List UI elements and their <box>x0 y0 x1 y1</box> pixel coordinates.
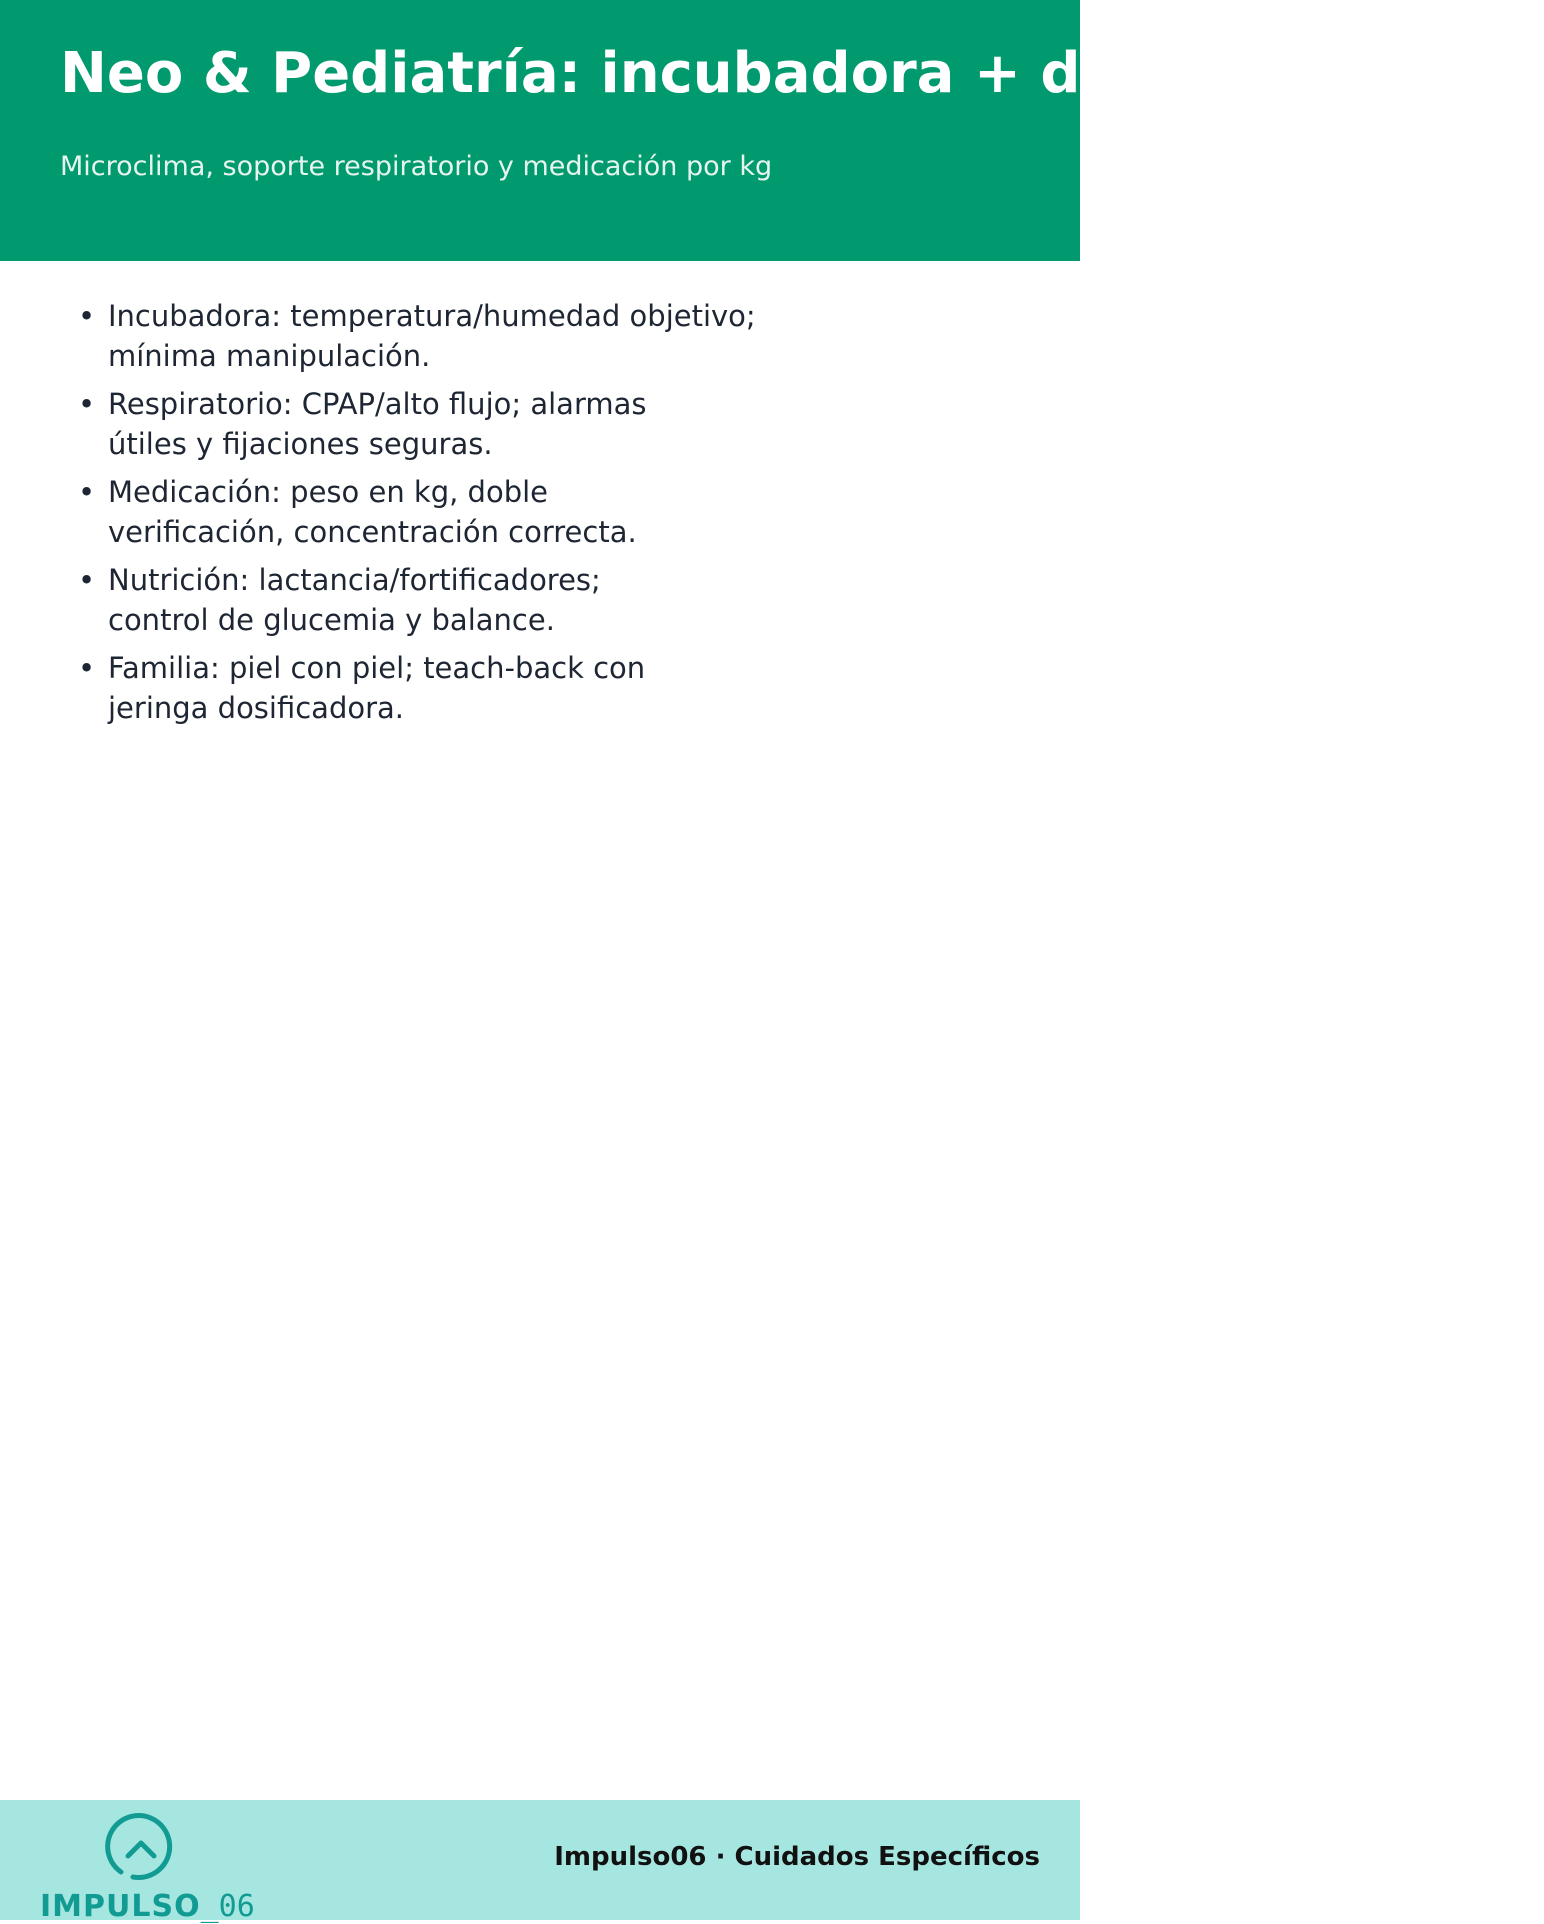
bullet-marker: • <box>78 651 96 685</box>
bullet-item <box>78 296 838 376</box>
bullet-marker: • <box>78 387 96 421</box>
brand-wordmark <box>40 1889 255 1924</box>
footer-caption: Impulso06 · Cuidados Específicos <box>554 1842 1040 1872</box>
brand-name: IMPULSO <box>40 1889 201 1924</box>
bullet-item <box>78 560 838 640</box>
bullet-text: Medicación: peso en kg, doble verificación, concentración correcta. <box>108 475 637 549</box>
page-title: Neo & Pediatría: incubadora + dosis pediátrica <box>60 41 1544 106</box>
bullet-list <box>78 296 838 736</box>
bullet-text: Nutrición: lactancia/fortificadores; control de glucemia y balance. <box>108 563 601 637</box>
bullet-marker: • <box>78 475 96 509</box>
bullet-item <box>78 472 838 552</box>
bullet-text: Incubadora: temperatura/humedad objetivo; mínima manipulación. <box>108 299 756 373</box>
bullet-marker: • <box>78 299 96 333</box>
brand-suffix: _06 <box>200 1889 255 1924</box>
chevron-up-circle-icon <box>105 1812 177 1884</box>
footer-bar <box>0 1800 1080 1924</box>
bullet-marker: • <box>78 563 96 597</box>
header-banner <box>0 0 1544 261</box>
bullet-item <box>78 384 838 464</box>
brand-logo <box>40 1812 255 1924</box>
bullet-text: Respiratorio: CPAP/alto flujo; alarmas útiles y fijaciones seguras. <box>108 387 647 461</box>
bullet-item <box>78 648 838 728</box>
page-subtitle: Microclima, soporte respiratorio y medicación por kg <box>60 151 773 182</box>
bullet-text: Familia: piel con piel; teach-back con jeringa dosificadora. <box>108 651 646 725</box>
